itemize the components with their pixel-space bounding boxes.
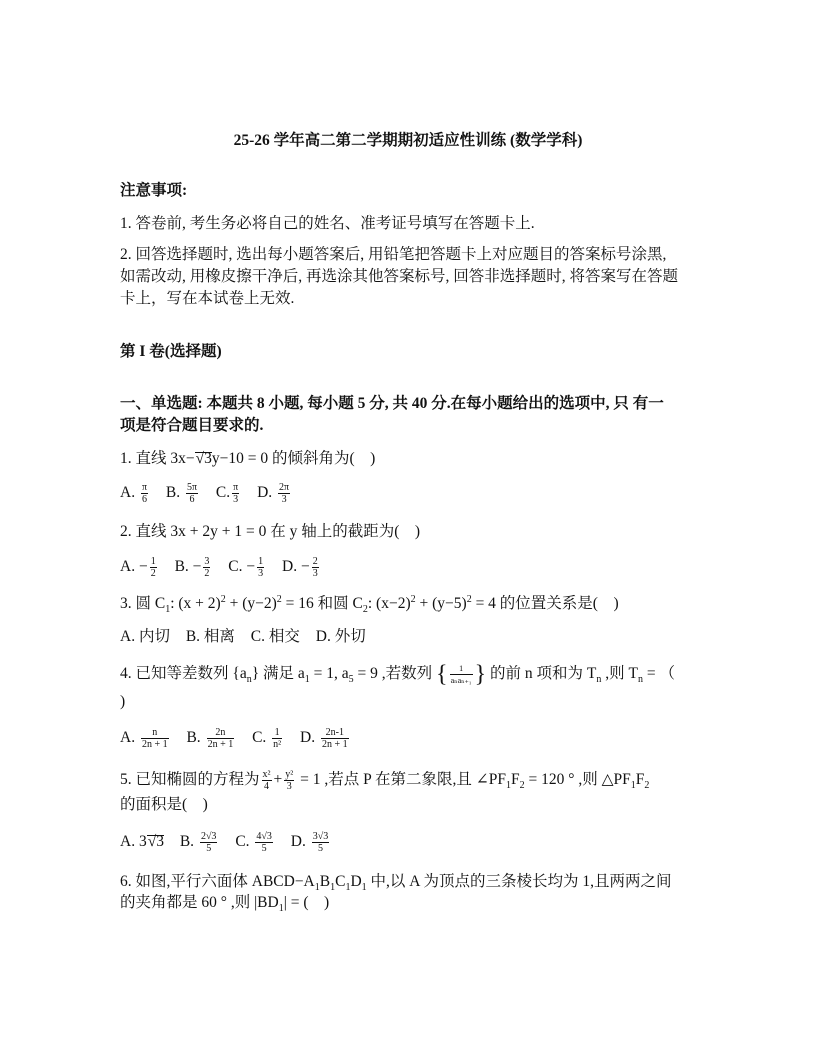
question-3: 3. 圆 $C_1$: $(x + 2)^2 + (y-2)^2 = 16$ 和圆 $C_2$: $(x-2)^2 + (y-5)^2 = 4$ 的位置关系是( ) [120, 593, 619, 616]
option-b: B. 相离 [185, 628, 235, 645]
option-d: D. $\frac{3√3}{5}$ [290, 831, 329, 854]
option-a: A. 内切 [120, 628, 170, 645]
question-4-line-2: ) [120, 693, 126, 710]
option-a: A. $\frac{n}{2n + 1}$ [120, 727, 168, 750]
option-c: C. $\frac{1}{\text{n²}}$ [252, 727, 282, 750]
notice-item-2-line-3: 卡上，写在本试卷上无效. [120, 290, 295, 307]
option-d: D. 外切 [315, 628, 366, 645]
option-b: B. − $\frac{3}{2}$ [174, 556, 210, 579]
question-6: 6. 如图,平行六面体 $ABCD-A_1B_1C_1D_1$ 中,以 A 为顶点的三条棱长均为 1,且两两之间 [120, 873, 672, 894]
option-d: D. $\frac{2n-1}{2n + 1}$ [300, 727, 348, 750]
notice-item-2-line-2: 如需改动, 用橡皮擦干净后, 再选涂其他答案标号, 回答非选择题时, 将答案写在答题 [120, 268, 679, 285]
left-brace: { [436, 661, 448, 688]
option-b: B. $\frac{2n}{2n + 1}$ [186, 727, 234, 750]
option-c: C. $\frac{4√3}{5}$ [235, 831, 272, 854]
option-d: D. − $\frac{2}{3}$ [282, 556, 318, 579]
question-2-options [120, 556, 333, 579]
section-heading-line-1: 一、单选题: 本题共 8 小题, 每小题 5 分, 共 40 分.在每小题给出的选项中, 只 有一 [120, 395, 664, 412]
section-heading-line-2: 项是符合题目要求的. [120, 417, 264, 434]
question-3-options [120, 626, 378, 648]
document-title: 25-26 学年高二第二学期期初适应性训练 (数学学科) [233, 132, 583, 149]
question-5: 5. 已知椭圆的方程为 $\frac{\text{x²}}{4}$ + $\frac{\text{y²}}{3}$ = 1 ,若点 P 在第二象限,且 $\angle PF_1F_2 = 120$ ° ,则 $\triangle PF_1F_2$ [120, 769, 650, 792]
question-1: 1. 直线 3x−√3y−10 = 0 的倾斜角为( ) [120, 450, 376, 467]
question-5-line-2: 的面积是( ) [120, 796, 208, 813]
part-heading: 第 I 卷(选择题) [120, 343, 222, 360]
question-6-line-2: 的夹角都是 60 ° ,则 $|BD_1|$ = ( ) [120, 894, 330, 915]
sqrt-symbol: √3 [195, 450, 212, 467]
question-4-options [120, 727, 363, 750]
question-1-options [120, 482, 304, 505]
option-d: D. $\frac{2\pi}{3}$ [257, 482, 290, 505]
question-5-options [120, 831, 343, 854]
option-c: C. − $\frac{1}{3}$ [228, 556, 264, 579]
right-brace: } [474, 661, 487, 688]
question-2: 2. 直线 3x + 2y + 1 = 0 在 y 轴上的截距为( ) [120, 523, 421, 540]
notice-item-2-line-1: 2. 回答选择题时, 选出每小题答案后, 用铅笔把答题卡上对应题目的答案标号涂黑, [120, 246, 667, 263]
question-4: 4. 已知等差数列 $\{a_n\}$ 满足 $a_1 = 1$, $a_5 = 9$ ,若数列 { 1 aₙaₙ₊₁ } 的前 n 项和为 $T_n$ ,则 $T_n$ = （ [120, 661, 675, 688]
option-b: B. $\frac{2√3}{5}$ [179, 831, 217, 854]
option-c: C. $\frac{\pi}{3}$ [215, 482, 239, 505]
option-c: C. 相交 [250, 628, 300, 645]
option-b: B. $\frac{5\pi}{6}$ [165, 482, 198, 505]
option-a: A. 3√3 [120, 833, 164, 851]
option-a: A. − $\frac{1}{2}$ [120, 556, 156, 579]
notice-heading: 注意事项: [120, 182, 188, 199]
option-a: A. $\frac{\pi}{6}$ [120, 482, 148, 505]
notice-item-1: 1. 答卷前, 考生务必将自己的姓名、准考证号填写在答题卡上. [120, 215, 535, 232]
